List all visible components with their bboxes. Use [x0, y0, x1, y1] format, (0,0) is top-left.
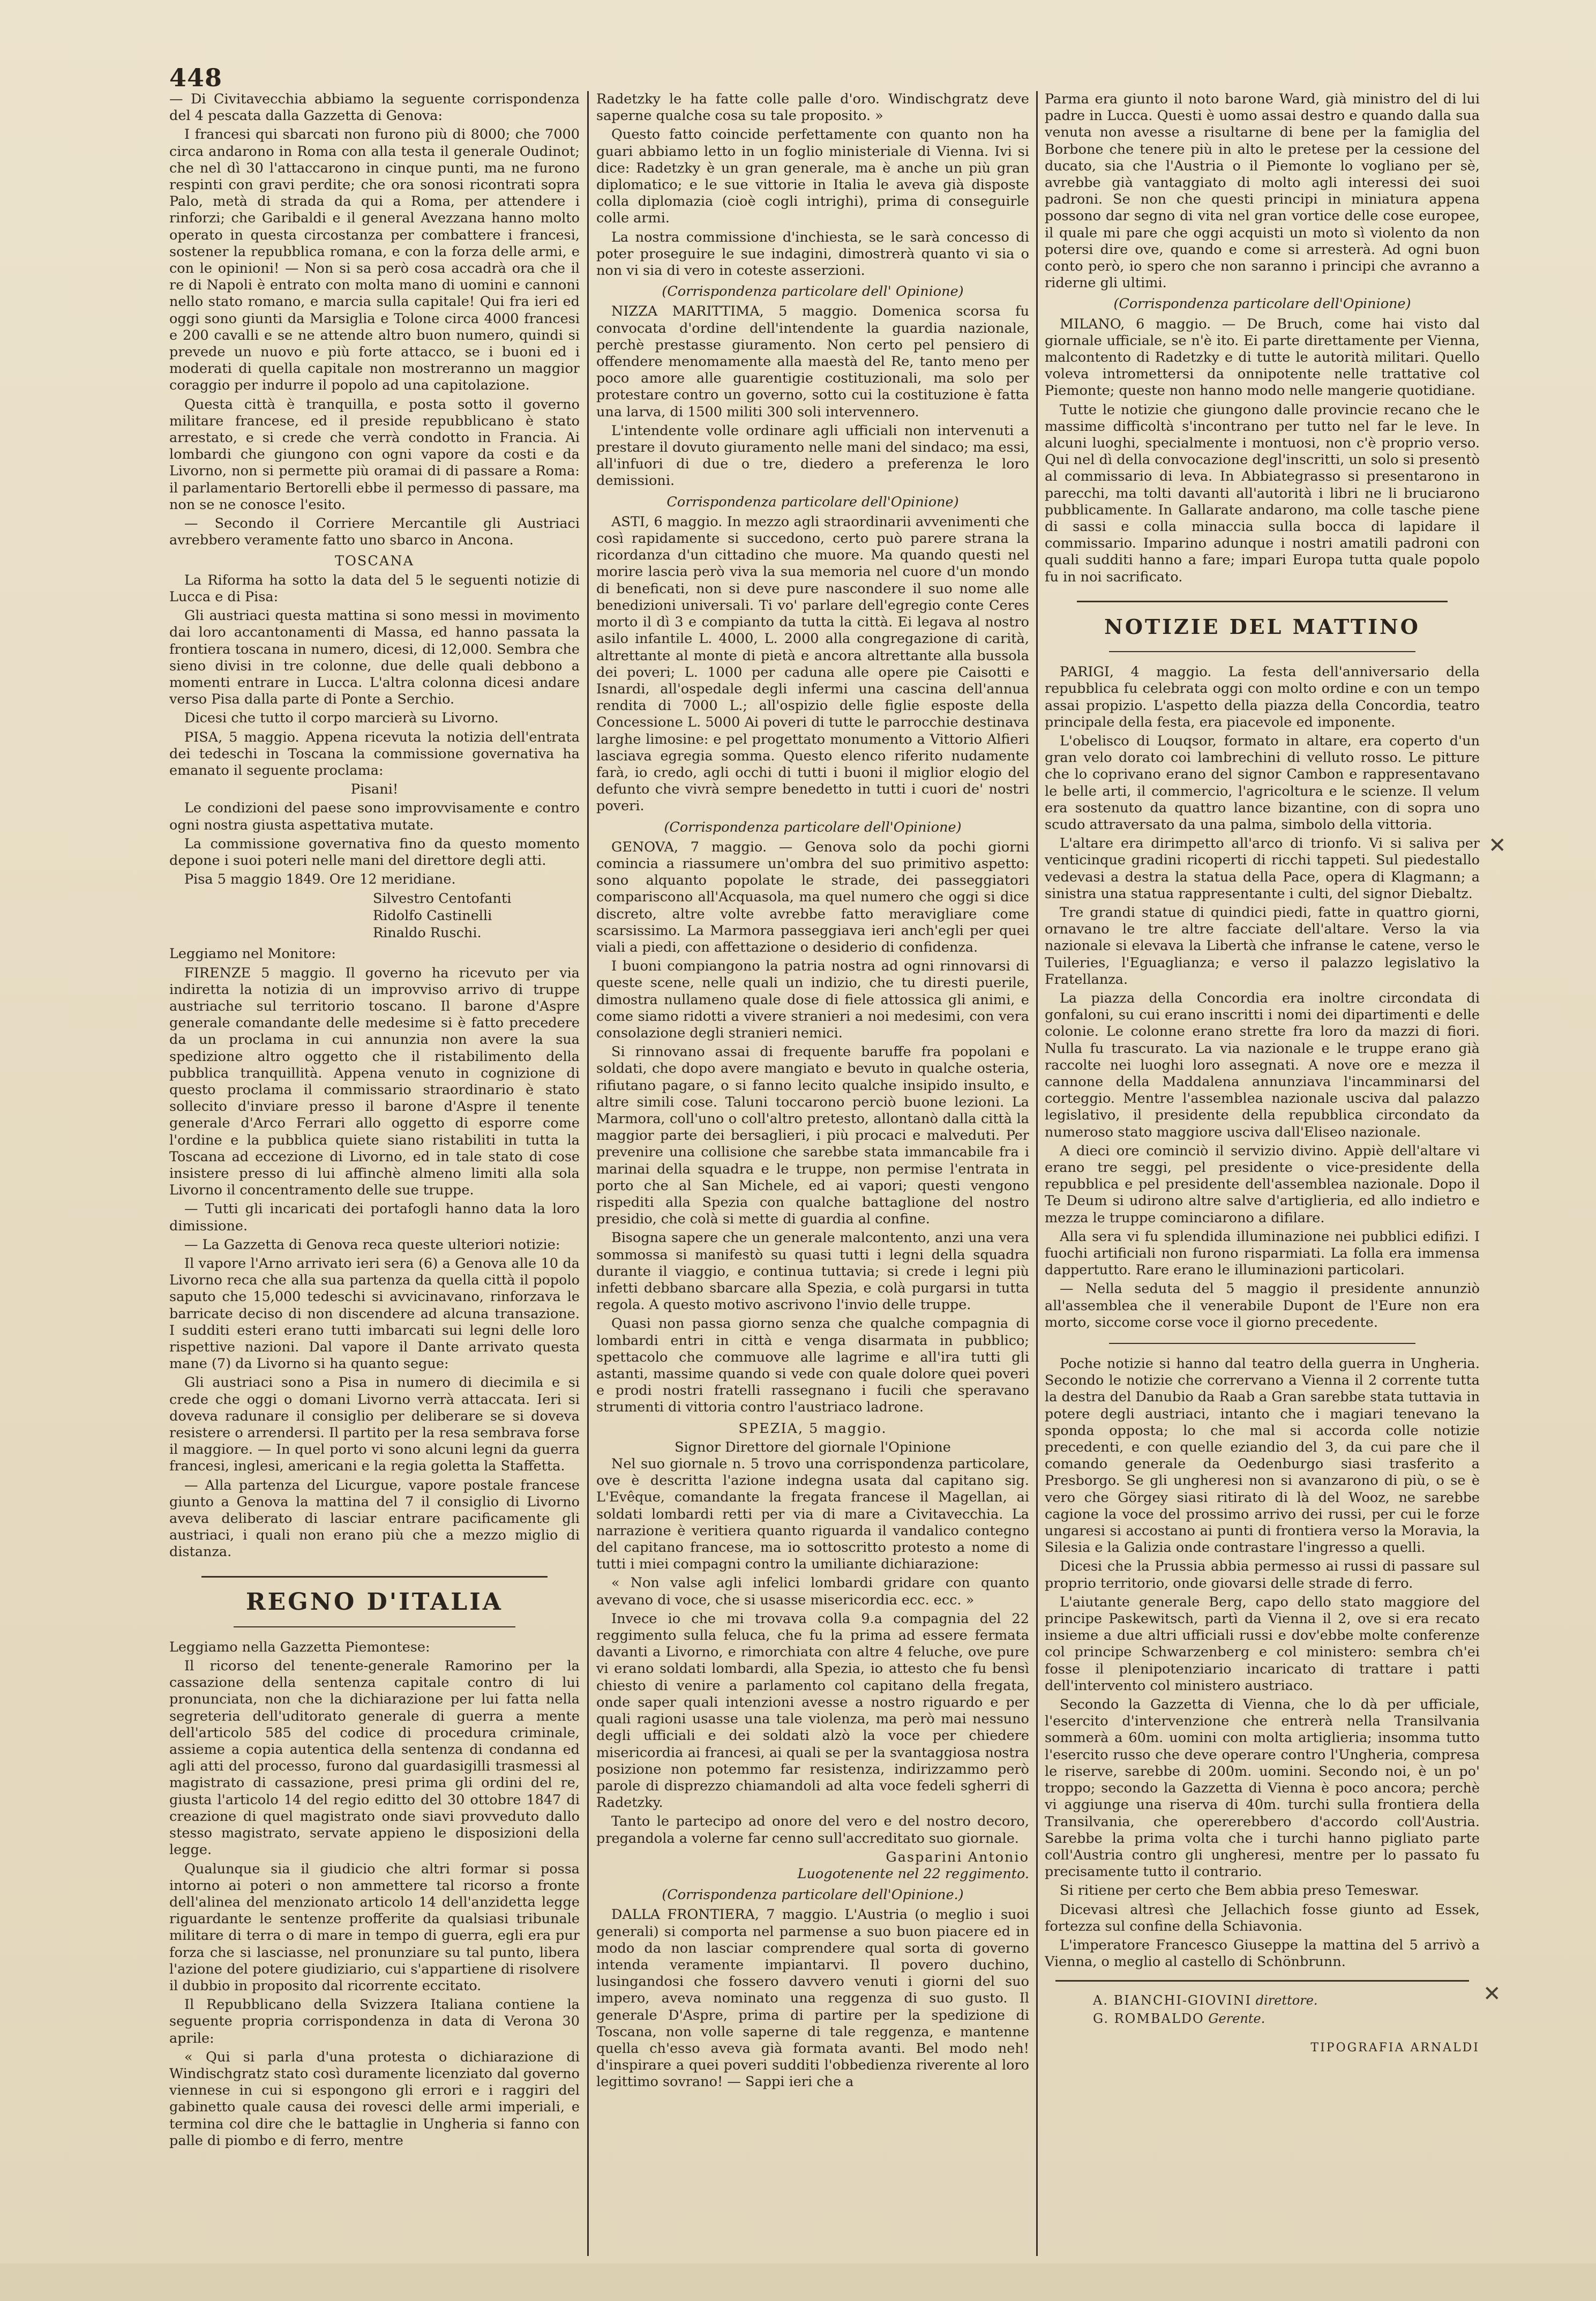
paragraph: FIRENZE 5 maggio. Il governo ha ricevuto per via indiretta la notizia di un improvviso arrivo di truppe austriache sul territorio toscano. Il barone d'Aspre generale comandante delle medesime si è fatto precedere da un proclama in cui annunzia non avere la sua spedizione altro oggetto che il ristabilimento della pubblica tranquillità. Appena venuto in cognizione di questo proclama il commissario straordinario è stato sollecito d'inviare presso il barone d'Aspre il tenente generale d'Arco Ferrari allo oggetto di esporre come l'ordine e la pubblica quiete siano ristabiliti in tutta la Toscana ad eccezione di Livorno, ed in tale stato di cose insistere presso di lui affinchè almeno limiti alla sola Livorno il concentramento delle sue truppe.: [169, 965, 580, 1199]
section-heading-toscana: TOSCANA: [334, 553, 415, 570]
paragraph: Parma era giunto il noto barone Ward, già ministro del di lui padre in Lucca. Questi è uomo assai destro e quando dalla sua venuta non avesse a risultarne di bene per la famiglia del Borbone che tenere più in alto le pretese per la cessione del ducato, sia che l'Austria o il Piemonte lo vogliano per sè, avrebbe già vantaggiato di molto agli interessi dei suoi padroni. Se non che questi principi in miniatura appena possono dar segno di vita nel gran vortice delle cose europee, il quale mi pare che oggi acquisti un moto sì violento da non potersi dire ove, quando e come si arresterà. Ad ogni buon conto però, io spero che non saranno i principi che avranno a riderne gli ultimi.: [1045, 91, 1480, 292]
paragraph: Questo fatto coincide perfettamente con quanto non ha guari abbiamo letto in un foglio ministeriale di Vienna. Ivi si dice: Radetzky è un gran generale, ma è anche un più gran diplomatico; e le sue vittorie in Italia le aveva già disposte colla diplomazia (cioè cogli intrighi), prima di conseguirle colle armi.: [596, 126, 1029, 227]
paragraph: Quasi non passa giorno senza che qualche compagnia di lombardi entri in città e venga disarmata in pubblico; spettacolo che commuove alle lagrime e all'ira tutti gli astanti, massime quando si vede con quale dolore quei poveri e prodi nostri fratelli rassegnano i fucili che speravano strumenti di vittoria contro l'austriaco ladrone.: [596, 1316, 1029, 1416]
paragraph: Si rinnovano assai di frequente baruffe fra popolani e soldati, che dopo avere mangiato e bevuto in qualche osteria, rifiutano pagare, o si fanno lecito qualche insipido insulto, e altre simili cose. Taluni toccarono perciò buone lezioni. La Marmora, coll'uno o coll'altro pretesto, allontanò dalla città la maggior parte dei bersaglieri, i più procaci e malveduti. Per prevenire una collisione che sarebbe stata immancabile fra i marinai della squadra e le truppe, non permise l'entrata in porto che al San Michele, ed ai vapori; questi vengono rispediti alla Spezia con qualche battaglione del nostro presidio, che colà si mette di guardia al confine.: [596, 1044, 1029, 1228]
paragraph: — Secondo il Corriere Mercantile gli Austriaci avrebbero veramente fatto uno sbarco in Ancona.: [169, 516, 580, 549]
director-role: direttore.: [1255, 1993, 1318, 2008]
paragraph: GENOVA, 7 maggio. — Genova solo da pochi giorni comincia a riassumere un'ombra del suo primitivo aspetto: sono alquanto popolate le strade, dei passeggiatori compariscono all'Acquasola, ma quel numero che oggi si dice discreto, altre volte avrebbe fatto meravigliare come scarsissimo. La Marmora passeggiava ieri anch'egli per quei viali a piedi, con affettazione o desiderio di confidenza.: [596, 839, 1029, 955]
paragraph: Questa città è tranquilla, e posta sotto il governo militare francese, ed il preside repubblicano è stato arrestato, e si crede che verrà condotto in Francia. Ai lombardi che giungono con ogni vapore da costi e da Livorno, non si permette più oramai di di passare a Roma: il parlamentario Bertorelli ebbe il permesso di passare, ma non se ne conosce l'esito.: [169, 396, 580, 513]
paragraph: Tutte le notizie che giungono dalle provincie recano che le massime difficoltà s'incontrano per tutto nel far le leve. In alcuni luoghi, specialmente i montuosi, non c'è proprio verso. Qui nel dì della convocazione degl'inscritti, un solo si presentò al commissario di leva. In Abbiategrasso si presentarono in parecchi, ma tolti davanti all'autorità i libri ne li bruciarono pubblicamente. In Gallarate andarono, ma colle tasche piene di sassi e colla minaccia sulla bocca di lapidare il commissario. Imparino adunque i nostri amatili padroni con quali sudditi hanno a fare; impari Europa tutta quale popolo fu in noi sacrificato.: [1045, 401, 1480, 585]
paragraph: L'aiutante generale Berg, capo dello stato maggiore del principe Paskewitsch, partì da Vienna il 2, ove si era recato insieme a due altri ufficiali russi e dov'ebbe molte conferenze col principe Schwarzenberg e col ministero: sembra ch'ei fosse il plenipotenziario incaricato di trattare i patti dell'intervento col ministero austriaco.: [1045, 1594, 1480, 1694]
masthead-credits: [1045, 1991, 1480, 2028]
dateline: Pisa 5 maggio 1849. Ore 12 meridiane.: [184, 871, 456, 888]
paragraph: L'imperatore Francesco Giuseppe la mattina del 5 arrivò a Vienna, o meglio al castello di Schönbrunn.: [1045, 1937, 1480, 1970]
divider-rule: [1055, 1980, 1469, 1982]
paragraph: — Nella seduta del 5 maggio il presidente annunziò all'assemblea che il venerabile Dupont de l'Eure non era morto, siccome corse voce il giorno precedente.: [1045, 1281, 1480, 1331]
paragraph: — Di Civitavecchia abbiamo la seguente corrispondenza del 4 pescata dalla Gazzetta di Genova:: [169, 91, 580, 124]
paragraph: Tre grandi statue di quindici piedi, fatte in quattro giorni, ornavano le tre altre facciate dell'altare. Verso la via nazionale si elevava la Libertà che infranse le catene, verso le Tuileries, l'Eguaglianza; e verso il palazzo legislativo la Fratellanza.: [1045, 904, 1480, 988]
paragraph: Gli austriaci sono a Pisa in numero di diecimila e si crede che oggi o domani Livorno verrà attaccata. Ieri si doveva radunare il consiglio per deliberare se si doveva resistere o arrendersi. Il partito per la resa sembrava forse il maggiore. — In quel porto vi sono alcuni legni da guerra francesi, inglesi, americani e la regia goletta la Staffetta.: [169, 1374, 580, 1475]
pen-mark-x: ✕: [1488, 833, 1507, 858]
paragraph: Le condizioni del paese sono improvvisamente e contro ogni nostra giusta aspettativa mutate.: [169, 800, 580, 833]
paragraph: — Alla partenza del Licurgue, vapore postale francese giunto a Genova la mattina del 7 il consiglio di Livorno aveva deliberato di lasciar entrare pacificamente gli austriaci, i quali non erano più che a mezzo miglio di distanza.: [169, 1477, 580, 1560]
paragraph: L'altare era dirimpetto all'arco di trionfo. Vi si saliva per venticinque gradini ricoperti di ricchi tappeti. Sul piedestallo vedevasi a destra la statua della Pace, opera di Klagmann; a sinistra una statua rappresentante i culti, del signor Diebaltz.: [1045, 835, 1480, 902]
paragraph: Dicevasi altresì che Jellachich fosse giunto ad Essek, fortezza sul confine della Schiavonia.: [1045, 1901, 1480, 1934]
paragraph: PISA, 5 maggio. Appena ricevuta la notizia dell'entrata dei tedeschi in Toscana la commissione governativa ha emanato il seguente proclama:: [169, 729, 580, 779]
paragraph: I francesi qui sbarcati non furono più di 8000; che 7000 circa andarono in Roma con alla testa il generale Oudinot; che nel dì 30 l'attaccarono in cinque punti, ma ne furono respinti con gravi perdite; che ora sonosi ricontrati sopra Palo, metà di strada da qui a Roma, per attendere i rinforzi; che Garibaldi e il general Avezzana hanno molto operato in questa circostanza per combattere i francesi, sostener la repubblica romana, e con la forza delle armi, e con le opinioni! — Non si sa però cosa accadrà ora che il re di Napoli è entrato con molta mano di uomini e cannoni nello stato romano, e marcia sulla capitale! Qui fra ieri ed oggi sono giunti da Marsiglia e Tolone circa 4000 francesi e 200 cavalli e se ne attende altro buon numero, quindi si prevede un nuovo e più forte attacco, se i buoni ed i moderati di quella capitale non mostreranno un maggior coraggio per indurre il popolo ad una capitolazione.: [169, 126, 580, 394]
paragraph: L'intendente volle ordinare agli ufficiali non intervenuti a prestare il dovuto giuramento nelle mani del sindaco; ma essi, all'infuori di due o tre, diedero a preferenza le loro demissioni.: [596, 422, 1029, 489]
paragraph: Dicesi che tutto il corpo marcierà su Livorno.: [184, 710, 499, 727]
correspondence-heading: (Corrispondenza particolare dell'Opinione): [1113, 296, 1411, 312]
credit-line: [1093, 2009, 1480, 2028]
paragraph: Il Repubblicano della Svizzera Italiana contiene la seguente propria corrispondenza in data di Verona 30 aprile:: [169, 1997, 580, 2046]
paragraph: Leggiamo nella Gazzetta Piemontese:: [169, 1639, 430, 1655]
correspondence-heading: (Corrispondenza particolare dell'Opinione): [664, 819, 962, 835]
paragraph: « Non valse agli infelici lombardi gridare con quanto avevano di voce, che si usasse misericordia ecc. ecc. »: [596, 1575, 1029, 1608]
divider-rule: [1109, 1343, 1415, 1344]
letter-signature-title: Luogotenente nel 22 reggimento.: [797, 1865, 1029, 1882]
section-heading-regno-ditalia: REGNO D'ITALIA: [246, 1588, 503, 1616]
column-2: [596, 91, 1029, 2256]
paragraph: A dieci ore cominciò il servizio divino. Appiè dell'altare vi erano tre seggi, pel presidente o vice-presidente della repubblica e pel presidente dell'assemblea nazionale. Dopo il Te Deum si udirono altre salve d'artiglieria, ed allo indietro e mezza le truppe cominciarono a difilare.: [1045, 1142, 1480, 1226]
paragraph: Tanto le partecipo ad onore del vero e del nostro decoro, pregandola a volerne far cenno sull'accreditato suo giornale.: [596, 1813, 1029, 1847]
paragraph: Dicesi che la Prussia abbia permesso ai russi di passare sul proprio territorio, onde giovarsi delle strade di ferro.: [1045, 1558, 1480, 1592]
paragraph: MILANO, 6 maggio. — De Bruch, come hai visto dal giornale ufficiale, se n'è ito. Ei parte direttamente per Vienna, malcontento di Radetzky e di tutte le autorità militari. Quello voleva intromettersi da onnipotente nelle trattative col Piemonte; queste non hanno modo nelle mangerie quotidiane.: [1045, 316, 1480, 399]
printer-imprint: TIPOGRAFIA ARNALDI: [1310, 2041, 1480, 2055]
paragraph: Il vapore l'Arno arrivato ieri sera (6) a Genova alle 10 da Livorno reca che alla sua partenza da quella città il popolo saputo che 15,000 tedeschi si avvicinavano, rinforzava le barricate deciso di non discendere ad alcuna transazione. I sudditi esteri erano tutti imbarcati sui legni delle loro rispettive nazioni. Dal vapore il Dante arrivato questa mane (7) da Livorno si ha quanto segue:: [169, 1256, 580, 1372]
column-rule-left: [587, 91, 589, 2256]
section-heading-notizie-del-mattino: NOTIZIE DEL MATTINO: [1104, 614, 1420, 639]
paragraph: L'obelisco di Louqsor, formato in altare, era coperto d'un gran velo dorato coi lambrechini di velluto rosso. Le pitture che lo coprivano erano del signor Cambon e rappresentavano le belle arti, il commercio, l'agricoltura e le scienze. Il velum era sostenuto da quattro lance bizantine, con di sopra uno scudo attraversato da una palma, simbolo della vittoria.: [1045, 733, 1480, 833]
paragraph: « Qui si parla d'una protesta o dichiarazione di Windischgratz stato così duramente licenziato dal governo viennese in cui si espongono gli errori e i raggiri del gabinetto quale causa dei rovesci delle armi imperiali, e termina col dire che le battaglie in Ungheria si fanno con palle di piombo e di ferro, mentre: [169, 2049, 580, 2149]
paragraph: ASTI, 6 maggio. In mezzo agli straordinarii avvenimenti che così rapidamente si succedono, certo può parere strana la ricordanza d'un cittadino che muore. Ma quando questi nel morire lascia però viva la sua memoria nel cuore d'un mondo di beneficati, non si deve pure nascondere il suo nome alle benedizioni universali. Ti vo' parlare dell'egregio conte Ceres morto il dì 3 e compianto da tutta la città. Ei legava al nostro asilo infantile L. 4000, L. 2000 alla congregazione di carità, altrettante al monte di pietà e ancora altrettante alla bussola dei poveri; L. 1000 per caduna alle opere pie Caisotti e Isnardi, all'ospedale degli infermi una cascina dell'annua rendita di 7000 L.; all'ospizio delle figlie esposte della Concessione L. 5000 Ai poveri di tutte le parrocchie destinava larghe limosine: e pel progettato monumento a Vittorio Alfieri lasciava egregia somma. Questo elenco riferito nudamente farà, io credo, agli occhi di tutti i buoni il miglior elogio del defunto che vivrà sempre benedetto in tutti i cuori de' nostri poveri.: [596, 513, 1029, 815]
paragraph: — La Gazzetta di Genova reca queste ulteriori notizie:: [184, 1236, 560, 1253]
paragraph: La Riforma ha sotto la data del 5 le seguenti notizie di Lucca e di Pisa:: [169, 572, 580, 605]
signature-name: Rinaldo Ruschi.: [373, 925, 482, 942]
column-1: [169, 91, 580, 2256]
paragraph: Gli austriaci questa mattina si sono messi in movimento dai loro accantonamenti di Massa, ed hanno passata la frontiera toscana in numero, dicesi, di 12,000. Sembra che sieno divisi in tre colonne, due delle quali debbono a momenti entrare in Lucca. L'altra colonna dicesi andare verso Pisa dalla parte di Ponte a Serchio.: [169, 608, 580, 708]
paragraph: Il ricorso del tenente-generale Ramorino per la cassazione della sentenza capitale contro di lui pronunciata, non che la dichiarazione per lui fatta nella segreteria dell'uditorato generale di guerra a mente dell'articolo 585 del codice di procedura criminale, assieme a copia autentica della sentenza di condanna ed agli atti del processo, furono dal guardasigilli trasmessi al magistrato di cassazione, presi prima gli ordini del re, giusta l'articolo 14 del regio editto del 30 ottobre 1847 di creazione di quel magistrato onde siavi provveduto dallo stesso magistrato, servate appieno le disposizioni della legge.: [169, 1658, 580, 1858]
correspondence-heading: (Corrispondenza particolare dell' Opinione): [662, 283, 964, 300]
paragraph: DALLA FRONTIERA, 7 maggio. L'Austria (o meglio i suoi generali) si comporta nel parmense a suo buon piacere ed in modo da non lasciar comprendere qual sorta di governo intenda veramente impiantarvi. Il povero duchino, lusingandosi che fossero davvero venuti i giorni del suo impero, aveva nominato una reggenza di suo gusto. Il generale D'Aspre, prima di partire per la spedizione di Toscana, non volle saperne di tale reggenza, e mantenne quella ch'esso aveva già formata avanti. Bel modo neh! d'inspirare a quei poveri sudditi l'obbedienza riverente al loro legittimo sovrano! — Sappi ieri che a: [596, 1907, 1029, 2090]
paragraph: NIZZA MARITTIMA, 5 maggio. Domenica scorsa fu convocata d'ordine dell'intendente la guardia nazionale, perchè prestasse giuramento. Non certo pel pensiero di offendere menomamente alla maestà del Re, tanto meno per poco amore alle guarentigie costituzionali, ma solo per protestare contro un governo, sotto cui la costituzione è fatta una larva, di 1500 militi 300 soli intervennero.: [596, 303, 1029, 420]
signature-name: Silvestro Centofanti: [373, 891, 512, 907]
paragraph: La commissione governativa fino da questo momento depone i suoi poteri nelle mani del direttore degli atti.: [169, 835, 580, 869]
manager-name: G. ROMBALDO: [1093, 2011, 1204, 2027]
paragraph: Alla sera vi fu splendida illuminazione nei pubblici edifizi. I fuochi artificiali non furono risparmiati. La folla era immensa dappertutto. Rare erano le illuminazioni particolari.: [1045, 1228, 1480, 1279]
credit-line: [1093, 1991, 1480, 2009]
paragraph: Invece io che mi trovava colla 9.a compagnia del 22 reggimento sulla feluca, che fu la prima ad essere fermata davanti a Livorno, e rimorchiata con altre 4 feluche, ove pure vi erano soldati lombardi, alla Spezia, io attesto che fu bensì chiesto di venire a parlamento col capitano della fregata, onde saper quali intenzioni avesse a nostro riguardo e per quali ragioni usasse una tale violenza, ma però mai nessuno degli ufficiali e dei soldati alzò la voce per chiedere misericordia ai francesi, ai quali se per la svantaggiosa nostra posizione non potemmo far resistenza, indirizzammo però parole di disprezzo chiamandoli ad alta voce fedeli sgherri di Radetzky.: [596, 1610, 1029, 1811]
divider-rule: [1077, 601, 1448, 602]
paragraph: Leggiamo nel Monitore:: [169, 946, 336, 962]
paragraph: PARIGI, 4 maggio. La festa dell'anniversario della repubblica fu celebrata oggi con molto ordine e con un tempo assai propizio. L'aspetto della piazza della Concordia, teatro principale della festa, era piacevole ed imponente.: [1045, 664, 1480, 730]
paragraph: Secondo la Gazzetta di Vienna, che lo dà per ufficiale, l'esercito d'intervenzione che entrerà nella Transilvania sommerà a 60m. uomini con molta artiglieria; insomma tutto l'esercito russo che deve operare contro l'Ungheria, compresa le riserve, sarebbe di 200m. uomini. Secondo noi, è un po' troppo; secondo la Gazzetta di Vienna è poco ancora; perchè vi aggiunge una riserva di 40m. turchi sulla frontiera della Transilvania, che opererebbero d'accordo coll'Austria. Sarebbe la prima volta che i turchi hanno pigliato parte coll'Austria contro gli ungheresi, mentre per lo passato fu precisamente tutto il contrario.: [1045, 1697, 1480, 1880]
paragraph: Radetzky le ha fatte colle palle d'oro. Windischgratz deve saperne qualche cosa su tale proposito. »: [596, 91, 1029, 124]
page-bottom-edge: [0, 2263, 1596, 2301]
manager-role: Gerente.: [1208, 2011, 1265, 2027]
correspondence-heading: Corrispondenza particolare dell'Opinione): [666, 494, 959, 510]
divider-rule: [201, 1576, 548, 1578]
paragraph: La piazza della Concordia era inoltre circondata di gonfaloni, su cui erano inscritti i nomi dei dipartimenti e delle colonie. Le colonne erano strette fra loro da mazzi di fiori. Nulla fu trascurato. La via nazionale e le truppe erano già raccolte nei luoghi loro assegnati. A nove ore e mezza il cannone della Maddalena annunziava l'incamminarsi del corteggio. Mentre l'assemblea nazionale usciva dal palazzo legislativo, il presidente della repubblica circondato da numeroso stato maggiore usciva dall'Eliseo nazionale.: [1045, 990, 1480, 1140]
page-number: 448: [169, 63, 223, 92]
paragraph: — Tutti gli incaricati dei portafogli hanno data la loro dimissione.: [169, 1201, 580, 1234]
signature-name: Ridolfo Castinelli: [373, 908, 492, 924]
paragraph: Nel suo giornale n. 5 trovo una corrispondenza particolare, ove è descritta l'azione indegna usata dal capitano sig. L'Evêque, comandante la fregata francese il Magellan, ai soldati lombardi retti per via di mare a Civitavecchia. La narrazione è veritiera quanto riguarda il vandalico contegno del capitano francese, ma io sottoscritto protesto a nome di tutti i miei compagni contro la umiliante dichiarazione:: [596, 1456, 1029, 1573]
paragraph: Si ritiene per certo che Bem abbia preso Temeswar.: [1060, 1882, 1419, 1899]
paragraph: Poche notizie si hanno dal teatro della guerra in Ungheria. Secondo le notizie che corrervano a Vienna il 2 corrente tutta la destra del Danubio da Raab a Gran sarebbe stata tuttavia in potere degli austriaci, intanto che i magiari tenevano la sponda opposta; lo che mal si accorda colle notizie precedenti, e con quelle eziandio del 3, da cui pare che il comando generale da Oedenburgo siasi trasferito a Presborgo. Se gli ungheresi non si avanzarono di più, o se è vero che Görgey siasi ritirato di là del Wooz, ne sarebbe cagione la voce del prossimo arrivo dei russi, per cui le forze ungaresi si accostano ai punti di frontiera verso la Moravia, la Silesia e la Galizia onde contrastare l'ingresso a quelli.: [1045, 1356, 1480, 1556]
proclamation-salutation: Pisani!: [350, 781, 399, 798]
paragraph: Qualunque sia il giudicio che altri formar si possa intorno ai poteri o non ammettere tal ricorso a fronte dell'alinea del menzionato articolo 14 dell'anzidetta legge riguardante le sentenze profferite da qualsiasi tribunale militare di terra o di mare in tempo di guerra, egli era pur forza che si lasciasse, nel pronunziare su tal punto, libera l'azione del potere giudiziario, cui s'appartiene di risolvere il dubbio in proposito dal ricorrente eccitato.: [169, 1861, 580, 1994]
paragraph: I buoni compiangono la patria nostra ad ogni rinnovarsi di queste scene, nelle quali un indizio, che tu diresti puerile, dimostra nullameno quale dose di fiele attossica gli animi, e come siamo ridotti a vivere stranieri a noi medesimi, con vera consolazione degli stranieri nemici.: [596, 958, 1029, 1041]
paragraph: Bisogna sapere che un generale malcontento, anzi una vera sommossa si manifestò su quasi tutti i legni della squadra durante il viaggio, e continua tuttavia; si crede i legni più infetti debbano sbarcare alla Spezia, e colà purgarsi in tutta regola. A questo motivo ascrivono l'invio delle truppe.: [596, 1230, 1029, 1313]
letter-addressee: Signor Direttore del giornale l'Opinione: [675, 1439, 951, 1455]
signatures: [169, 890, 580, 942]
pen-mark-x: ✕: [1483, 1982, 1501, 2006]
correspondence-heading: (Corrispondenza particolare dell'Opinione.): [662, 1887, 964, 1903]
divider-rule: [234, 1626, 515, 1627]
paragraph: La nostra commissione d'inchiesta, se le sarà concesso di poter proseguire le sue indagini, dimostrerà quanto vi sia o non vi sia di vero in coteste asserzioni.: [596, 229, 1029, 279]
section-heading-spezia: SPEZIA, 5 maggio.: [738, 1420, 887, 1437]
column-rule-right: [1036, 91, 1038, 2256]
divider-rule: [1109, 651, 1415, 652]
director-name: A. BIANCHI-GIOVINI: [1093, 1993, 1252, 2008]
letter-signature: Gasparini Antonio: [886, 1849, 1029, 1865]
column-3: [1045, 91, 1480, 2186]
